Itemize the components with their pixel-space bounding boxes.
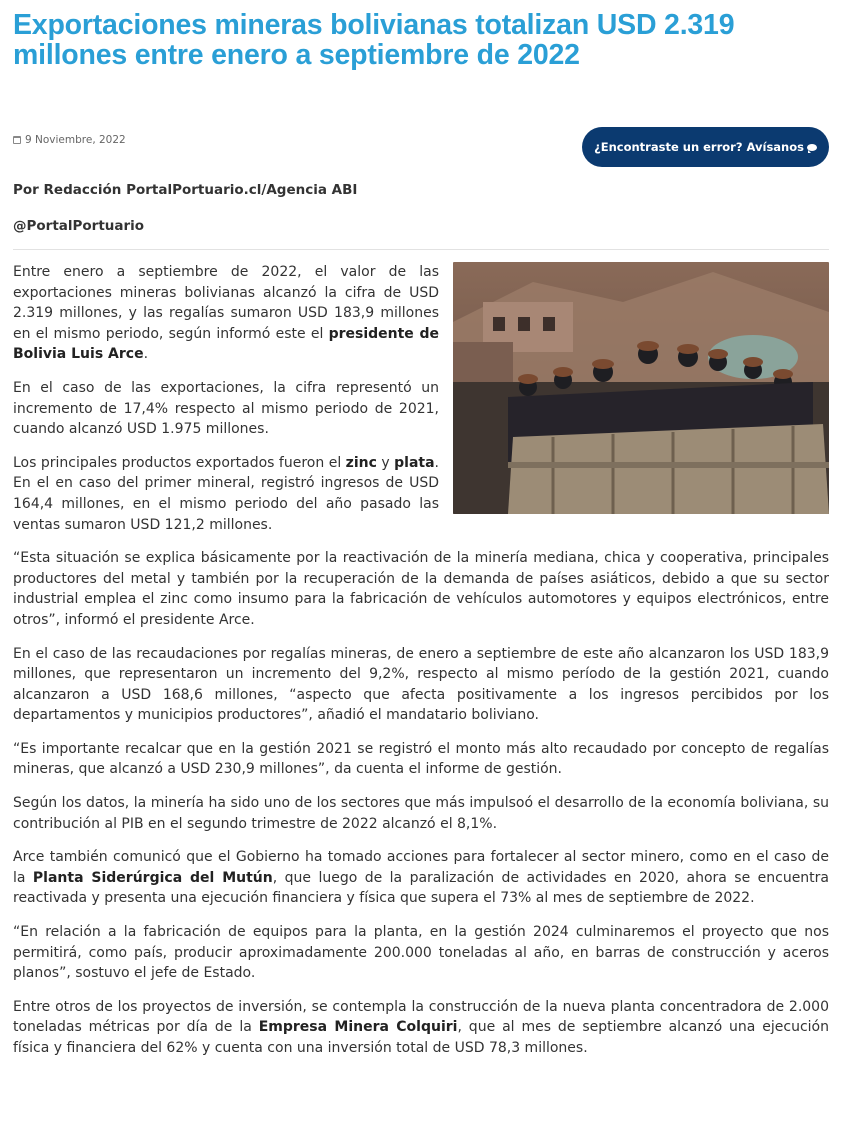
paragraph [13,847,829,909]
paragraph [13,793,829,834]
publish-date [13,134,126,146]
miners-photo-illustration [453,262,829,514]
article-body [13,262,829,1059]
bold-text: plata [394,454,435,471]
bold-text: zinc [345,454,377,471]
bold-text: presidente de Bolivia Luis Arce [13,325,439,363]
paragraph [13,997,829,1059]
calendar-icon [13,136,21,144]
paragraph-text: y [376,454,395,471]
author-handle: @PortalPortuario [13,218,145,234]
paragraph [13,548,829,630]
paragraph-text: . [143,346,149,363]
paragraph-text: En el caso de las recaudaciones por regalías mineras, de enero a septiembre de este año alcanzaron los USD 183,9 millones, que representaron un incremento del 9,2%, respecto al mismo período de la gestión 2021, cuando alcanzaron a USD 168,6 millones, “aspecto que afecta positivamente a los ingresos percibidos por los departamentos y municipios productores”, añadió el mandatario boliviano. [13,645,829,724]
paragraph-text: Entre otros de los proyectos de inversión, se contempla la construcción de la nueva planta concentradora de 2.000 toneladas métricas por día de la [13,998,829,1036]
article [13,10,829,1059]
paragraph-text: “En relación a la fabricación de equipos para la planta, en la gestión 2024 culminaremos el proyecto que nos permitirá, como país, producir aproximadamente 200.000 toneladas al año, en barras de construcción y aceros planos”, sostuvo el jefe de Estado. [13,924,829,982]
paragraph-text: , que luego de la paralización de actividades en 2020, ahora se encuentra reactivada y presenta una ejecución financiera y física que supera el 73% al mes de septiembre de 2022. [13,869,830,907]
paragraph-text: Los principales productos exportados fueron el [13,454,346,471]
paragraph-text: Según los datos, la minería ha sido uno de los sectores que más impulsoó el desarrollo de la economía boliviana, su contribución al PIB en el segundo trimestre de 2022 alcanzó el 8,1%. [13,795,829,832]
bold-text: Empresa Minera Colquiri [258,1019,458,1036]
paragraph-text: . En el en caso del primer mineral, registró ingresos de USD 164,4 millones, en el mismo periodo del año pasado las ventas sumaron USD 121,2 millones. [13,454,439,533]
article-title: Exportaciones mineras bolivianas totalizan USD 2.319 millones entre enero a septiembre de 2022 [13,9,735,71]
paragraph-text: “Es importante recalcar que en la gestión 2021 se registró el monto más alto recaudado por concepto de regalías mineras, que alcanzó a USD 230,9 millones”, da cuenta el informe de gestión. [13,740,829,778]
article-meta [13,132,829,176]
byline: Por Redacción PortalPortuario.cl/Agencia ABI [13,182,358,198]
miners-photo [453,262,829,514]
report-error-button[interactable] [582,127,829,167]
publish-date-text: 9 Noviembre, 2022 [25,134,126,146]
paragraph-text: “Esta situación se explica básicamente por la reactivación de la minería mediana, chica y cooperativa, principales productores del metal y también por la recuperación de la demanda de países asiáticos, debido a que su sector industrial emplea el zinc como insumo para la fabricación de vehículos automotores y equipos electrónicos, entre otros”, informó el presidente Arce. [13,550,829,628]
divider [13,249,829,250]
chat-bubble-icon [807,144,817,151]
paragraph-text: Entre enero a septiembre de 2022, el valor de las exportaciones mineras bolivianas alcanzó la cifra de USD 2.319 millones, y las regalías sumaron USD 183,9 millones en el mismo periodo, según informó este el [13,264,439,342]
paragraph [13,739,829,780]
paragraph-text: En el caso de las exportaciones, la cifra representó un incremento de 17,4% respecto al mismo periodo de 2021, cuando alcanzó USD 1.975 millones. [13,379,439,438]
paragraph-text: , que al mes de septiembre alcanzó una ejecución física y financiera del 62% y cuenta con una inversión total de USD 78,3 millones. [13,1019,829,1056]
paragraph [13,644,829,726]
paragraph [13,922,829,984]
paragraph-text: Arce también comunicó que el Gobierno ha tomado acciones para fortalecer al sector minero, como en el caso de la [13,849,829,886]
report-error-label: ¿Encontraste un error? Avísanos [594,140,804,154]
bold-text: Planta Siderúrgica del Mutún [32,869,273,886]
